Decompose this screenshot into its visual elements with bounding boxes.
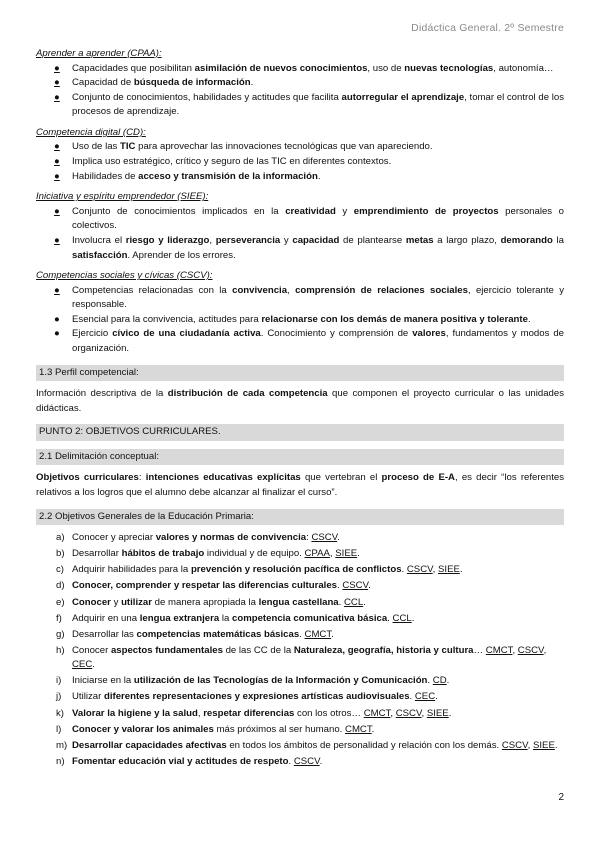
text-run: , [197,707,204,719]
competence-code: CSCV [406,564,433,576]
text-run: Conjunto de conocimientos, habilidades y actitudes que facilita [72,91,342,103]
bold-text: riesgo y liderazgo [125,234,210,246]
text-run: Conjunto de conocimientos implicados en la [72,205,286,217]
bold-text: utilización de las Tecnologías de la Información y Comunicación [133,675,428,687]
list-item [36,284,564,313]
bold-text: comprensión de relaciones sociales [295,284,468,296]
competence-code: SIEE [335,548,358,560]
bold-text: nuevas tecnologías [404,62,494,74]
text-run: , uso de [367,62,405,74]
text-run: , [512,644,518,656]
text-run: Desarrollar las [72,628,137,640]
text-run: la [552,234,564,246]
competence-code: SIEE [438,564,460,576]
bold-text: Naturaleza, geografía, historia y cultura [293,644,474,656]
bold-text: competencias matemáticas básicas [136,628,300,640]
bold-text: demorando [500,234,553,246]
list-item [36,76,564,91]
objective-item [36,563,564,578]
bullet-list [36,205,564,263]
text-run: Conocer [72,644,111,656]
bold-text: valores y normas de convivencia [155,532,307,544]
item-letter: f) [56,612,62,624]
section-title: Aprender a aprender (CPAA): [36,48,162,59]
text-run: para aprovechar las innovaciones tecnológicas que van apareciendo. [135,141,433,153]
competence-code: CEC [72,659,93,671]
bullet-icon: ● [54,170,60,182]
bold-text: Conocer, comprender y respetar las diferencias culturales [72,580,338,592]
delimitacion-paragraph [36,471,564,500]
bold-text: asimilación de nuevos conocimientos [194,62,368,74]
bullet-icon: ● [54,141,60,153]
section-title: Competencias sociales y cívicas (CSCV): [36,270,213,282]
bold-text: distribución de cada competencia [167,388,328,400]
bold-text: Desarrollar capacidades afectivas [72,739,227,751]
bold-text: hábitos de trabajo [121,548,205,560]
text-run: con los otros… [294,707,364,719]
punto2-heading: PUNTO 2: OBJETIVOS CURRICULARES. [36,424,564,441]
objective-item [36,739,564,754]
text-run: . [448,707,452,719]
text-run: de manera apropiada la [151,596,259,608]
page-header: Didáctica General. 2º Semestre [411,22,564,34]
text-run: . [319,755,323,767]
bold-text: intenciones educativas explícitas [145,472,301,484]
text-run: , ejercicio tolerante y responsable. [72,284,565,311]
text-run: la [219,612,232,624]
text-run: Conocer y apreciar [72,532,156,544]
item-letter: k) [56,707,64,719]
bold-text: satisfacción [72,249,128,261]
text-run: individual y de equipo. [204,548,305,560]
text-run: . [427,675,433,687]
list-item [36,62,564,77]
item-letter: j) [56,691,62,703]
text-run: , [543,644,547,656]
objective-item [36,644,564,673]
text-run: Esencial para la convivencia, actitudes para [72,313,262,325]
competence-code: CSCV [395,707,422,719]
list-item [36,170,564,185]
text-run: , [527,739,533,751]
text-run: . [554,739,558,751]
bold-text: TIC [120,141,136,153]
objective-item [36,547,564,562]
text-run: . [337,580,343,592]
text-run: Habilidades de [72,170,139,182]
text-run: . [338,596,344,608]
text-run: . [435,691,438,703]
bullet-icon: ● [54,62,60,74]
bold-text: valores [412,328,446,340]
text-run: . [92,659,95,671]
bold-text: Conocer y valorar los animales [72,723,214,735]
item-letter: d) [56,580,65,592]
text-run: Involucra el [72,234,126,246]
competence-code: CEC [414,691,436,703]
item-letter: h) [56,644,65,656]
competence-code: CSCV [342,580,369,592]
list-item [36,155,564,170]
text-run: . [250,77,254,89]
page-number: 2 [558,792,564,803]
bullet-icon: ● [54,156,60,168]
text-run: y [110,596,122,608]
competence-code: CCL [343,596,364,608]
objective-item [36,579,564,594]
bold-text: capacidad [292,234,340,246]
objective-item [36,628,564,643]
objective-item [36,612,564,627]
objetivos-list [36,531,564,769]
text-run: . [317,170,321,182]
text-run: Desarrollar [72,548,122,560]
text-run: . [337,532,340,544]
objective-item [36,723,564,738]
bold-text: cívico de una ciudadanía activa [112,328,261,340]
objetivos-heading: 2.2 Objetivos Generales de la Educación Primaria: [36,509,564,526]
text-run: . [357,548,360,560]
bold-text: respetar diferencias [203,707,295,719]
bold-text: competencia comunicativa básica [232,612,388,624]
text-run: y [335,205,354,217]
objective-item [36,755,564,770]
text-run: . Aprender de los errores. [127,249,236,261]
list-item [36,91,564,120]
item-letter: b) [56,548,65,560]
bold-text: creatividad [285,205,336,217]
competence-code: CMCT [304,628,332,640]
bold-text: metas [405,234,434,246]
text-run: Adquirir en una [72,612,140,624]
text-run: que vertebran el [300,472,382,484]
bold-text: acceso y transmisión de la información [138,170,318,182]
text-run: , [390,707,396,719]
item-letter: i) [56,675,62,687]
bold-text: aspectos fundamentales [110,644,223,656]
text-run: . [401,564,407,576]
objective-item [36,707,564,722]
text-run: … [473,644,486,656]
text-run: . [299,628,305,640]
item-letter: e) [56,596,65,608]
perfil-heading: 1.3 Perfil competencial: [36,365,564,382]
bold-text: Fomentar educación vial y actitudes de respeto [72,755,289,767]
bold-text: lengua extranjera [139,612,220,624]
item-letter: c) [56,564,64,576]
competence-code: SIEE [426,707,449,719]
competence-code: CMCT [363,707,391,719]
objective-item [36,690,564,705]
bold-text: proceso de E-A [381,472,455,484]
list-item [36,140,564,155]
text-run: en todos los ámbitos de personalidad y relación con los demás. [226,739,502,751]
item-letter: m) [56,739,68,751]
text-run: . [387,612,393,624]
competence-code: CD [432,675,447,687]
text-run: Capacidad de [72,77,134,89]
bullet-icon: ● [54,284,60,296]
competence-code: CSCV [517,644,544,656]
text-run: Capacidades que posibilitan [72,62,195,74]
text-run: . [446,675,450,687]
text-run: . [411,612,415,624]
text-run: . [459,564,463,576]
delimitacion-heading: 2.1 Delimitación conceptual: [36,449,564,466]
item-letter: l) [56,723,62,735]
text-run: : [138,472,146,484]
bold-text: lengua castellana [258,596,339,608]
text-run: . [371,723,375,735]
list-item [36,205,564,234]
competence-code: SIEE [532,739,555,751]
bold-text: Valorar la higiene y la salud [72,707,198,719]
bold-text: convivencia [232,284,288,296]
competence-code: CMCT [345,723,372,735]
text-run: personales o colectivos. [72,205,564,232]
bold-text: Conocer [72,596,111,608]
text-run: , [432,564,438,576]
text-run: Utilizar [72,691,104,703]
text-run: . [527,313,531,325]
text-run: , [209,234,216,246]
competence-code: CCL [392,612,412,624]
text-run: , es decir “los referentes relativos a los logros que el alumno debe alcanzar al finalizar el curso”. [36,472,565,499]
text-run: que componen el proyecto curricular o las unidades didácticas. [36,388,565,414]
text-run: , [287,284,296,296]
competence-code: CSCV [311,532,338,544]
text-run: Información descriptiva de la [36,388,168,400]
text-run: , [329,548,336,560]
item-letter: a) [56,532,65,544]
text-run: . [288,755,294,767]
bullet-icon: ● [54,234,60,246]
section-title: Iniciativa y espíritu emprendedor (SIEE): [36,191,209,203]
text-run: Uso de las [72,141,120,153]
competence-code: CMCT [485,644,513,656]
item-letter: n) [56,755,65,767]
bold-text: emprendimiento de proyectos [353,205,499,217]
text-run: de plantearse [339,234,406,246]
text-run: : [306,532,312,544]
section-title: Competencia digital (CD): [36,126,146,138]
text-run: . [368,580,371,592]
list-item [36,327,564,356]
text-run: a largo plazo, [433,234,501,246]
bold-text: prevención y resolución pacífica de conflictos [190,564,402,576]
list-item [36,234,564,263]
competence-code: CSCV [293,755,320,767]
bullet-icon: ● [54,77,60,89]
text-run: de las CC de la [222,644,294,656]
bullet-icon: ● [54,91,60,103]
list-item [36,313,564,328]
text-run: , tomar el control de los procesos de aprendizaje. [72,91,564,118]
objective-item [36,674,564,689]
text-run: y [280,234,293,246]
objective-item [36,596,564,611]
bullet-list [36,62,564,120]
bold-text: Objetivos curriculares [36,472,139,484]
text-run: más próximos al ser humano. [213,723,346,735]
bold-text: perseverancia [215,234,281,246]
bullet-icon: ● [54,205,60,217]
text-run: Competencias relacionadas con la [72,284,233,296]
perfil-paragraph [36,387,564,416]
competence-code: CSCV [501,739,528,751]
text-run: . [409,691,415,703]
text-run: Adquirir habilidades para la [72,564,191,576]
text-run: Iniciarse en la [72,675,134,687]
page-content [36,47,564,771]
objective-item [36,531,564,546]
bullet-icon: ● [54,328,60,340]
text-run: . [363,596,366,608]
bold-text: diferentes representaciones y expresiones artísticas audiovisuales [103,691,410,703]
bullet-list [36,284,564,357]
item-letter: g) [56,628,65,640]
text-run: Implica uso estratégico, crítico y seguro de las TIC en diferentes contextos. [72,156,392,168]
bullet-icon: ● [54,313,60,325]
competencias-sections [36,47,564,357]
bold-text: autorregular el aprendizaje [341,91,465,103]
bullet-list [36,140,564,184]
text-run: , [421,707,427,719]
text-run: Ejercicio [72,328,113,340]
bold-text: utilizar [121,596,152,608]
text-run: , autonomía… [493,62,554,74]
text-run: , fundamentos y modos de organización. [72,328,565,354]
bold-text: búsqueda de información [133,77,251,89]
competence-code: CPAA [304,548,330,560]
text-run: . Conocimiento y comprensión de [260,328,413,340]
text-run: . [331,628,334,640]
bold-text: relacionarse con los demás de manera positiva y tolerante [261,313,528,325]
